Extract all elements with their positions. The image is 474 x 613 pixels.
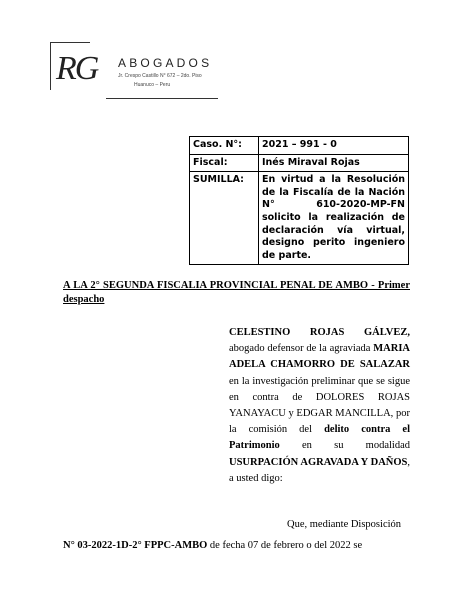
lawyer-name: CELESTINO ROJAS GÁLVEZ, xyxy=(229,327,410,338)
body-text-3: en su modalidad xyxy=(279,440,410,452)
closing-intro: Que, mediante Disposición xyxy=(287,519,402,530)
body-text-4: , a usted digo: xyxy=(229,456,410,484)
letterhead-border-top xyxy=(50,42,90,43)
disposition-line xyxy=(63,540,410,551)
firm-name: ABOGADOS xyxy=(118,56,213,70)
case-table xyxy=(189,136,409,265)
body-text-1: abogado defensor de la agraviada xyxy=(229,343,374,355)
letterhead-border-left xyxy=(50,42,51,90)
body-text-2: en la investigación preliminar que se sigue en contra de DOLORES ROJAS YANAYACU y EDGAR MANCILLA, por la comisión del xyxy=(229,375,410,436)
disposition-number: N° 03-2022-1D-2° FPPC-AMBO xyxy=(63,540,208,551)
sumilla-text: En virtud a la Resolución de la Fiscalía de la Nación N° 610-2020-MP-FN solicito la realización de declaración vía virtual, designo perito ingeniero de parte. xyxy=(259,172,409,265)
case-number: 2021 – 991 - 0 xyxy=(259,137,409,155)
crime-type: delito contra el Patrimonio xyxy=(229,424,411,452)
case-row xyxy=(190,137,409,155)
fiscal-name: Inés Miraval Rojas xyxy=(259,154,409,172)
crime-modality: USURPACIÓN AGRAVADA Y DAÑOS xyxy=(229,456,408,468)
fiscal-row xyxy=(190,154,409,172)
letterhead-border-bottom xyxy=(106,98,218,99)
body-paragraph xyxy=(229,325,410,487)
addressee-heading: A LA 2° SEGUNDA FISCALIA PROVINCIAL PENAL DE AMBO - Primer despacho xyxy=(63,280,410,305)
disposition-date: de fecha 07 de febrero o del 2022 se xyxy=(207,540,363,551)
firm-address: Jr. Crespo Castillo N° 672 – 2do. Piso xyxy=(118,73,202,79)
firm-logo: RG xyxy=(56,50,98,87)
letterhead xyxy=(46,42,218,100)
fiscal-label: Fiscal: xyxy=(190,154,259,172)
firm-city: Huanuco – Peru xyxy=(134,82,171,88)
sumilla-label: SUMILLA: xyxy=(190,172,259,265)
case-label: Caso. N°: xyxy=(190,137,259,155)
sumilla-row xyxy=(190,172,409,265)
victim-name: MARIA ADELA CHAMORRO DE SALAZAR xyxy=(229,343,410,371)
